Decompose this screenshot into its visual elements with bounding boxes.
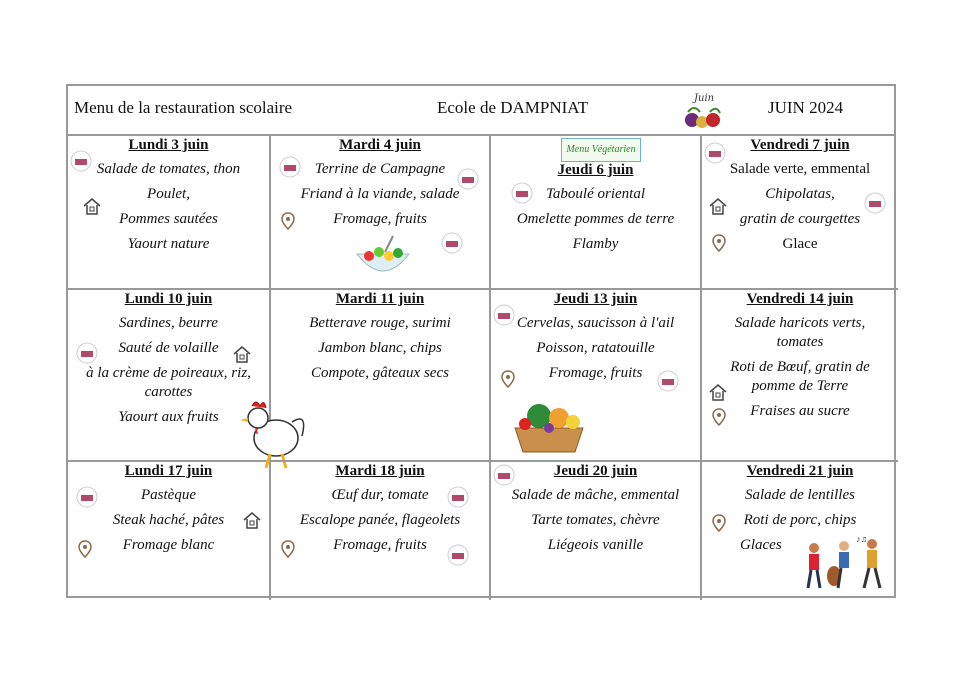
day-label: Mardi 18 juin	[335, 463, 425, 479]
dish: Salade haricots verts, tomates	[734, 315, 866, 350]
day-label: Vendredi 7 juin	[750, 137, 850, 153]
basket-icon	[493, 464, 515, 491]
dish: Poulet,	[147, 186, 190, 202]
basket-icon	[70, 150, 92, 177]
location-pin-icon	[78, 540, 92, 563]
menu-cell-jeudi-13	[491, 290, 702, 462]
house-icon	[242, 510, 262, 535]
dish: Salade verte, emmental	[729, 161, 871, 177]
dish: Fromage, fruits	[548, 365, 643, 381]
dish: Taboulé oriental	[545, 186, 646, 202]
menu-title: Menu de la restauration scolaire	[74, 98, 293, 117]
location-pin-icon	[712, 408, 726, 431]
dish: Sauté de volaille	[118, 340, 219, 356]
dish: Yaourt nature	[127, 236, 210, 252]
dish: Œuf dur, tomate	[331, 487, 429, 503]
june-logo-icon	[680, 90, 726, 137]
vegetarian-badge: Menu Végétarien	[561, 138, 641, 162]
dish: Fromage, fruits	[333, 211, 427, 227]
salad-bowl-icon	[353, 232, 413, 287]
location-pin-icon	[712, 514, 726, 537]
dish: Roti de Bœuf, gratin de pomme de Terre	[730, 359, 870, 394]
menu-cell-vendredi-21	[702, 462, 898, 600]
fruit-basket-icon	[511, 398, 587, 461]
day-label: Mardi 4 juin	[339, 137, 421, 153]
day-label: Mardi 11 juin	[335, 291, 425, 307]
basket-icon	[441, 232, 463, 259]
basket-icon	[447, 544, 469, 571]
dish: Salade de lentilles	[745, 487, 855, 503]
dish: Jambon blanc, chips	[318, 340, 442, 356]
basket-icon	[704, 142, 726, 169]
dish: Liégeois vanille	[547, 537, 644, 553]
location-pin-icon	[501, 370, 515, 393]
day-label: Jeudi 6 juin	[557, 162, 634, 178]
basket-icon	[447, 486, 469, 513]
dish: Glaces	[740, 537, 782, 553]
dish: Fromage, fruits	[333, 537, 427, 553]
basket-icon	[864, 192, 886, 219]
dish: gratin de courgettes	[739, 211, 861, 227]
dish: Fraises au sucre	[750, 403, 850, 419]
house-icon	[232, 344, 252, 369]
month-label: JUIN 2024	[768, 98, 844, 117]
basket-icon	[511, 182, 533, 209]
dish: Sardines, beurre	[119, 315, 218, 331]
basket-icon	[279, 156, 301, 183]
menu-cell-mardi-11	[271, 290, 491, 462]
house-icon	[708, 196, 728, 221]
menu-cell-mardi-18	[271, 462, 491, 600]
dish: Cervelas, saucisson à l'ail	[516, 315, 675, 331]
basket-icon	[76, 486, 98, 513]
dish: Steak haché, pâtes	[112, 512, 225, 528]
day-label: Lundi 17 juin	[124, 463, 213, 479]
school-name: Ecole de DAMPNIAT	[437, 98, 589, 117]
dish: Betterave rouge, surimi	[309, 315, 451, 331]
dish: Escalope panée, flageolets	[299, 512, 461, 528]
location-pin-icon	[281, 212, 295, 235]
dish: Pastèque	[141, 487, 196, 503]
dish: Compote, gâteaux secs	[311, 365, 449, 381]
dish: Roti de porc, chips	[743, 512, 857, 528]
dish: Tarte tomates, chèvre	[531, 512, 660, 528]
basket-icon	[457, 168, 479, 195]
house-icon	[708, 382, 728, 407]
svg-text:♪♫: ♪♫	[856, 534, 868, 544]
dish: Glace	[782, 236, 818, 252]
dish: Salade de mâche, emmental	[511, 487, 680, 503]
menu-header	[68, 86, 894, 136]
dish: à la crème de poireaux, riz, carottes	[86, 365, 251, 400]
location-pin-icon	[281, 540, 295, 563]
menu-cell-mardi-4	[271, 136, 491, 290]
dish: Fromage blanc	[122, 537, 215, 553]
menu-sheet	[66, 84, 896, 598]
dish: Friand à la viande, salade	[300, 186, 460, 202]
menu-cell-lundi-17	[68, 462, 271, 600]
dish: Chipolatas,	[765, 186, 835, 202]
basket-icon	[493, 304, 515, 331]
basket-icon	[657, 370, 679, 397]
dish: Salade de tomates, thon	[96, 161, 241, 177]
dish: Yaourt aux fruits	[118, 409, 219, 425]
house-icon	[82, 196, 102, 221]
day-label: Jeudi 20 juin	[553, 463, 638, 479]
dish: Pommes sautées	[119, 211, 218, 227]
dish: Omelette pommes de terre	[516, 211, 675, 227]
menu-cell-lundi-10	[68, 290, 271, 462]
dish: Terrine de Campagne	[314, 161, 446, 177]
day-label: Vendredi 21 juin	[746, 463, 854, 479]
menu-cell-jeudi-20	[491, 462, 702, 600]
menu-cell-lundi-3	[68, 136, 271, 290]
menu-cell-vendredi-14	[702, 290, 898, 462]
day-label: Jeudi 13 juin	[553, 291, 638, 307]
day-label: Lundi 10 juin	[124, 291, 213, 307]
day-label: Vendredi 14 juin	[746, 291, 854, 307]
menu-cell-jeudi-6	[491, 136, 702, 290]
location-pin-icon	[712, 234, 726, 257]
dish: Flamby	[572, 236, 619, 252]
dish: Poisson, ratatouille	[536, 340, 655, 356]
menu-cell-vendredi-7	[702, 136, 898, 290]
svg-text:Juin: Juin	[694, 93, 715, 104]
day-label: Lundi 3 juin	[128, 137, 209, 153]
musicians-icon	[800, 534, 888, 597]
basket-icon	[76, 342, 98, 369]
